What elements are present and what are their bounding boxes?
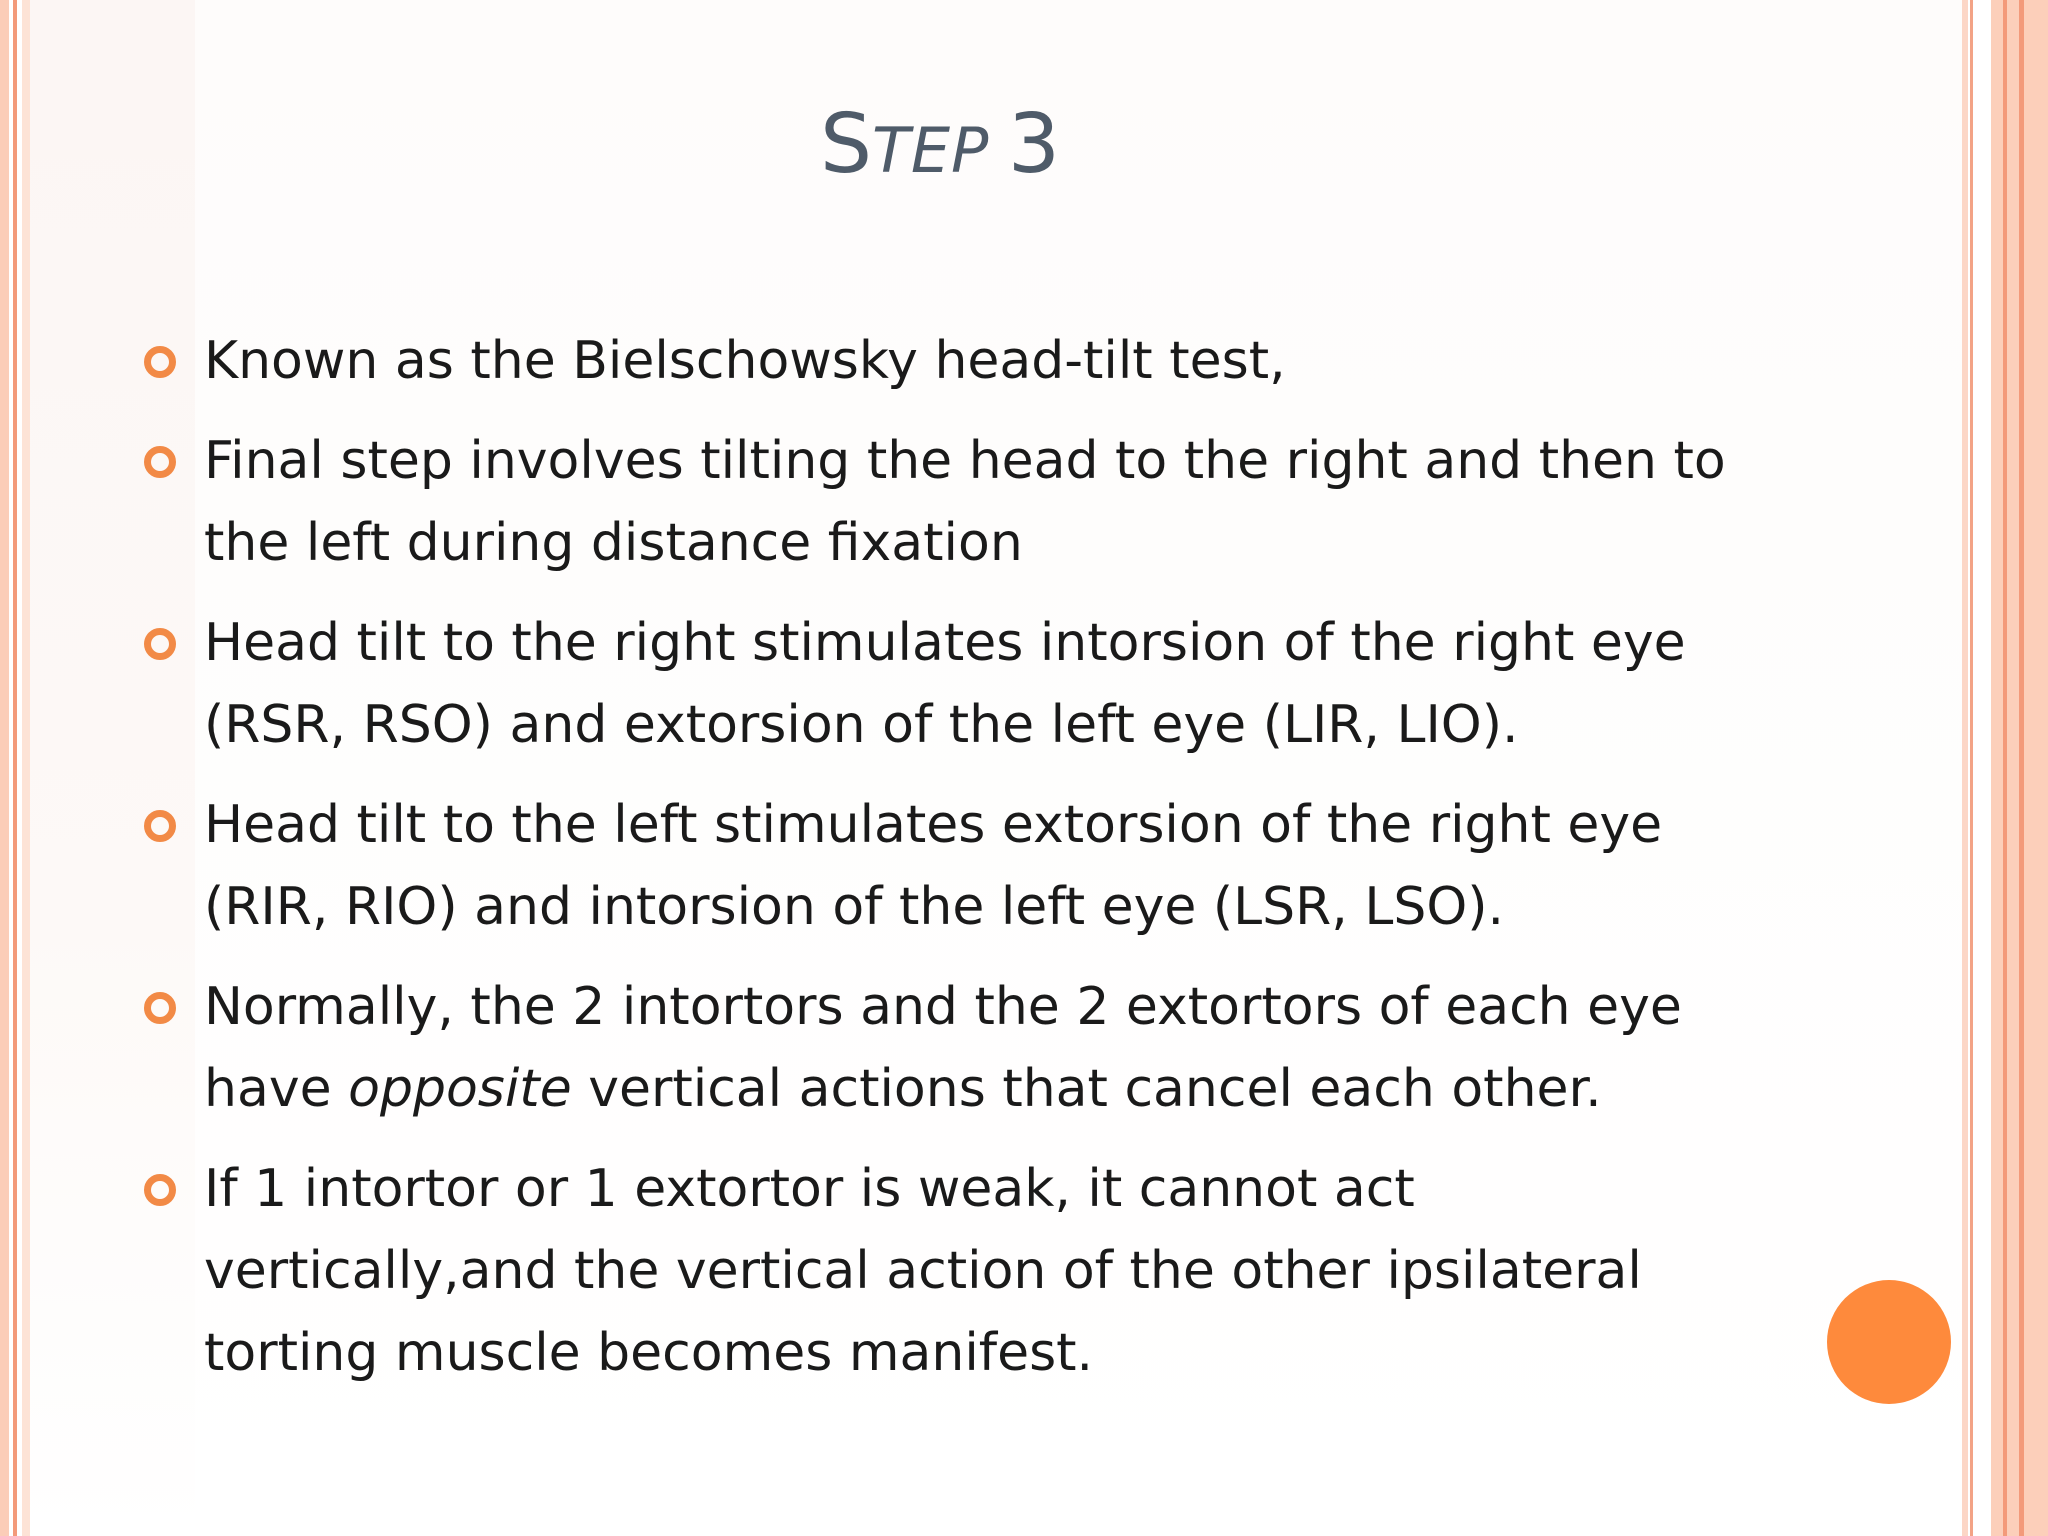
- right-border-stripe: [1991, 0, 2003, 1536]
- right-border-stripe: [2024, 0, 2048, 1536]
- orange-circle-decoration: [1827, 1280, 1951, 1404]
- left-border-stripe: [13, 0, 17, 1536]
- bullet-text: Head tilt to the left stimulates extorsion of the right eye (RIR, RIO) and intorsion of the left eye (LSR, LSO).: [204, 795, 1663, 937]
- title-first-letter: S: [819, 97, 872, 192]
- right-border-stripe: [1973, 0, 1991, 1536]
- bullet-text: If 1 intortor or 1 extortor is weak, it cannot act vertically,and the vertical action of the other ipsilateral torting muscle becomes manifest.: [204, 1159, 1642, 1383]
- ring-bullet-icon: [144, 810, 176, 842]
- bullet-text: Known as the Bielschowsky head-tilt test,: [204, 331, 1286, 391]
- bullet-text-after: vertical actions that cancel each other.: [571, 1059, 1602, 1119]
- title-number: 3: [1007, 97, 1061, 192]
- bullet-item: [140, 784, 1780, 948]
- right-border-stripe: [1962, 0, 1968, 1536]
- bullet-text-emphasis: opposite: [348, 1059, 572, 1119]
- left-border-stripe: [22, 0, 30, 1536]
- title-rest: TEP: [872, 114, 990, 187]
- ring-bullet-icon: [144, 346, 176, 378]
- ring-bullet-icon: [144, 992, 176, 1024]
- left-border-stripe: [0, 0, 9, 1536]
- bullet-item: [140, 320, 1780, 402]
- bullet-text-before: Normally, the 2 intortors and the 2 extortors of each eye have: [204, 977, 1682, 1119]
- bullet-item: [140, 1148, 1780, 1394]
- bullet-text: Head tilt to the right stimulates intorsion of the right eye (RSR, RSO) and extorsion of the left eye (LIR, LIO).: [204, 613, 1686, 755]
- slide-title: [0, 97, 1880, 197]
- bullet-item: [140, 420, 1780, 584]
- bullet-list: [140, 320, 1780, 1412]
- bullet-item: [140, 966, 1780, 1130]
- ring-bullet-icon: [144, 1174, 176, 1206]
- bullet-item: [140, 602, 1780, 766]
- ring-bullet-icon: [144, 446, 176, 478]
- bullet-text: [204, 977, 1682, 1119]
- ring-bullet-icon: [144, 628, 176, 660]
- right-border-stripe: [2007, 0, 2019, 1536]
- bullet-text: Final step involves tilting the head to the right and then to the left during distance fixation: [204, 431, 1726, 573]
